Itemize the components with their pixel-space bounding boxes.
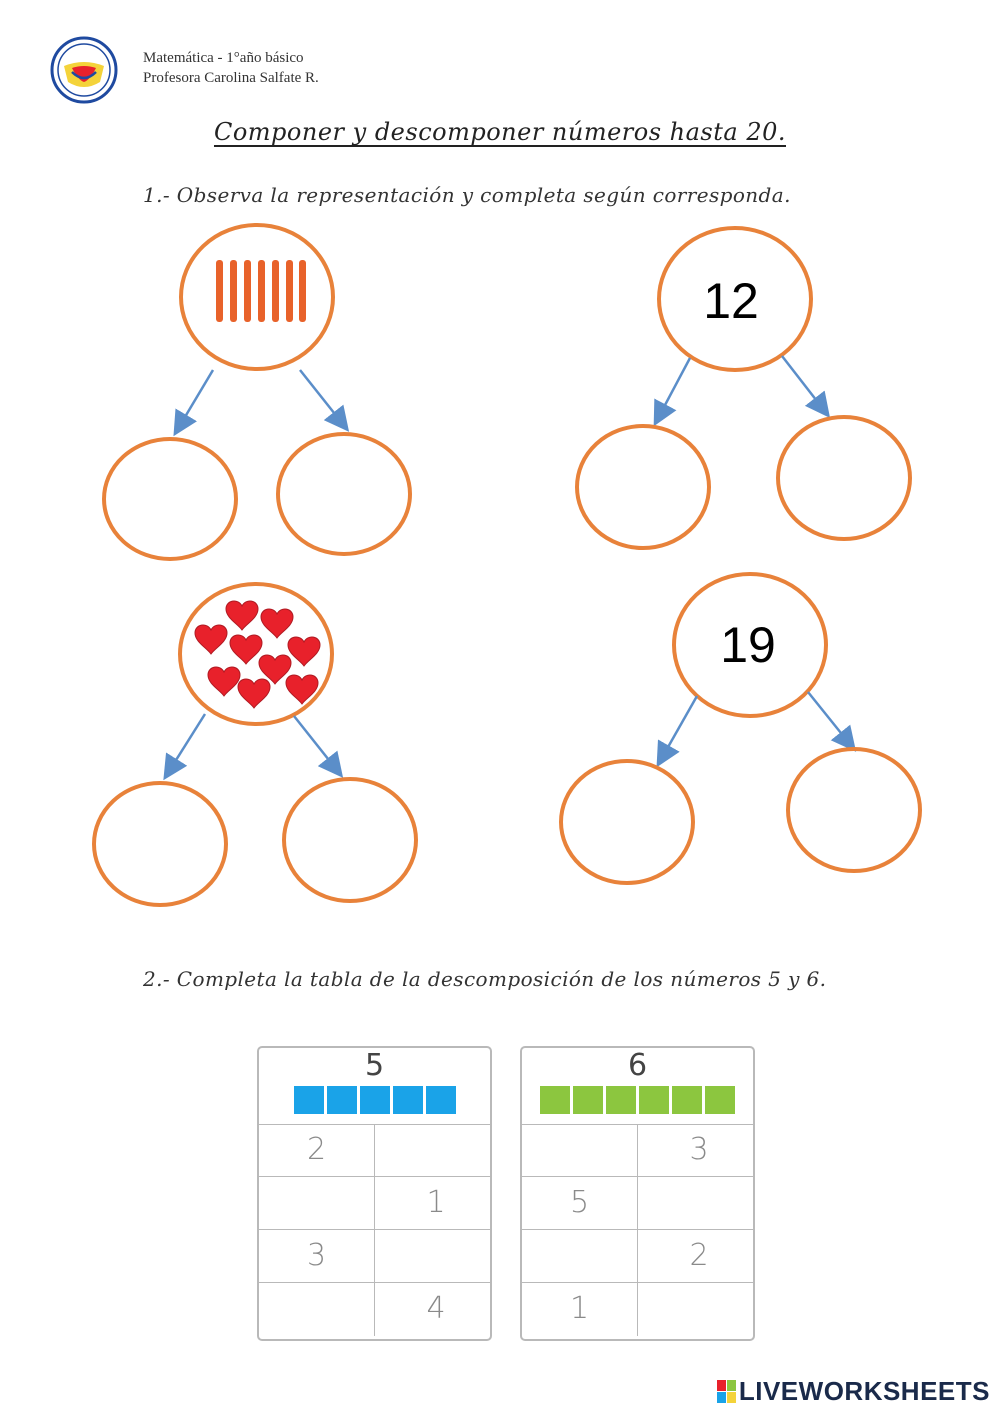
answer-circle-left[interactable] [104, 439, 236, 559]
cell-left[interactable] [522, 1124, 638, 1176]
green-squares [522, 1086, 753, 1114]
answer-circle-right[interactable] [284, 779, 416, 901]
answer-circle-left[interactable] [577, 426, 709, 548]
school-logo [50, 36, 118, 104]
table-header [259, 1048, 490, 1125]
cell-left[interactable]: 3 [259, 1230, 375, 1282]
cell-right[interactable] [375, 1230, 491, 1282]
answer-circle-left[interactable] [561, 761, 693, 883]
cell-left[interactable]: 5 [522, 1177, 638, 1229]
cell-left[interactable]: 1 [522, 1283, 638, 1336]
heart-group [195, 601, 320, 708]
header-teacher: Profesora Carolina Salfate R. [143, 70, 319, 86]
liveworksheets-logo [717, 1376, 990, 1407]
header-info [143, 48, 319, 88]
worksheet-title: Componer y descomponer números hasta 20. [213, 118, 786, 146]
decomposition-diagrams [0, 220, 1000, 920]
cell-left[interactable] [259, 1283, 375, 1336]
cell-left[interactable] [259, 1177, 375, 1229]
answer-circle-right[interactable] [778, 417, 910, 539]
table-row [259, 1124, 490, 1177]
decomposition-table-5 [257, 1046, 492, 1341]
cell-right[interactable]: 1 [426, 1185, 446, 1220]
cell-right[interactable]: 4 [426, 1291, 446, 1326]
table-row [259, 1230, 490, 1283]
cell-left[interactable] [522, 1230, 638, 1282]
diagram-twelve [577, 228, 910, 548]
unit-square [540, 1086, 570, 1114]
diagram-nineteen [561, 574, 920, 883]
cell-left[interactable]: 2 [259, 1124, 375, 1176]
cell-right[interactable] [638, 1177, 754, 1229]
answer-circle-left[interactable] [94, 783, 226, 905]
table-row [522, 1177, 753, 1230]
table-number: 5 [364, 1048, 385, 1083]
table-header [522, 1048, 753, 1125]
number-label: 19 [720, 617, 776, 673]
unit-square [639, 1086, 669, 1114]
unit-square [705, 1086, 735, 1114]
table-row [522, 1283, 753, 1336]
unit-square [426, 1086, 456, 1114]
top-circle [181, 225, 333, 369]
cell-right[interactable]: 2 [689, 1238, 709, 1273]
answer-circle-right[interactable] [788, 749, 920, 871]
unit-square [294, 1086, 324, 1114]
cell-right[interactable] [375, 1124, 491, 1176]
stick-bundle [216, 260, 306, 322]
table-row [259, 1283, 490, 1336]
decomposition-table-6 [520, 1046, 755, 1341]
blue-squares [259, 1086, 490, 1114]
answer-circle-right[interactable] [278, 434, 410, 554]
table-row [522, 1124, 753, 1177]
number-label: 12 [703, 273, 759, 329]
cell-right[interactable] [638, 1283, 754, 1336]
table-row [259, 1177, 490, 1230]
unit-square [360, 1086, 390, 1114]
diagram-hearts [94, 584, 416, 905]
table-row [522, 1230, 753, 1283]
diagram-sticks [104, 225, 410, 559]
unit-square [327, 1086, 357, 1114]
cell-right[interactable]: 3 [689, 1132, 709, 1167]
instruction-1: 1.- Observa la representación y completa según corresponda. [143, 183, 791, 207]
unit-square [672, 1086, 702, 1114]
unit-square [606, 1086, 636, 1114]
header-subject: Matemática - 1°año básico [143, 50, 304, 66]
instruction-2: 2.- Completa la tabla de la descomposición de los números 5 y 6. [143, 967, 827, 991]
unit-square [573, 1086, 603, 1114]
table-number: 6 [627, 1048, 648, 1083]
brand-name: LIVEWORKSHEETS [738, 1376, 990, 1406]
unit-square [393, 1086, 423, 1114]
liveworksheets-badge-icon [717, 1380, 736, 1403]
